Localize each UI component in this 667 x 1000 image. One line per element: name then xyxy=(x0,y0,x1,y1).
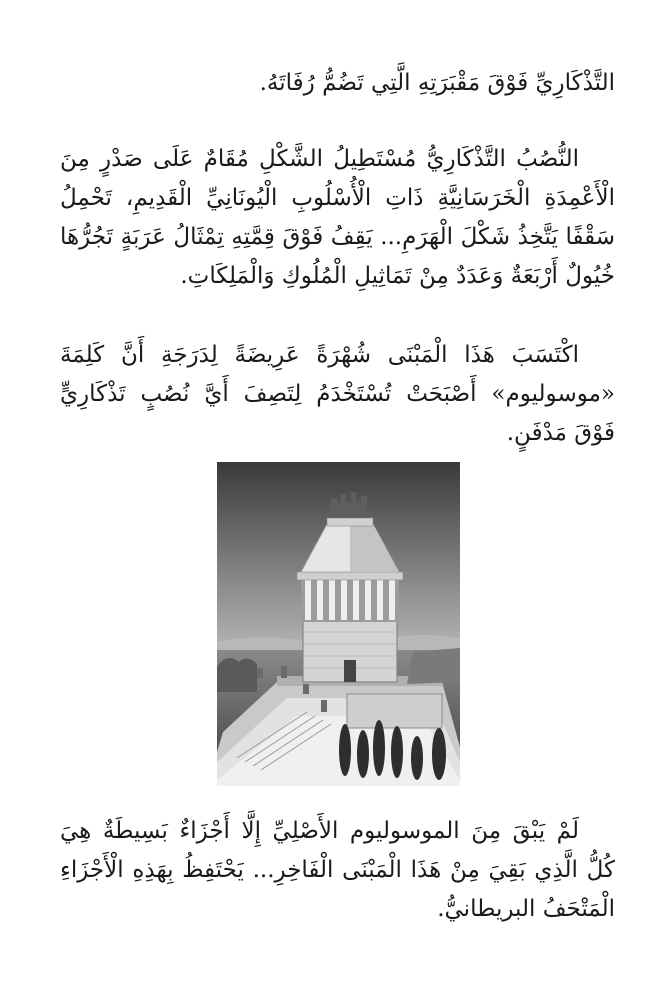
paragraph-fame: اكْتَسَبَ هَذَا الْمَبْنَى شُهْرَةً عَرِيضَةً لِدَرَجَةِ أَنَّ كَلِمَةَ «موسوليوم» أَصْبَحَتْ تُسْتَخْدَمُ لِتَصِفَ أَيَّ نُصُبٍ تَذْكَارِيٍّ فَوْقَ مَدْفَنٍ. xyxy=(60,342,615,446)
paragraph-description: النُّصُبُ التَّذْكَارِيُّ مُسْتَطِيلُ الشَّكْلِ مُقَامٌ عَلَى صَدْرٍ مِنَ الْأَعْمِدَةِ الْخَرَسَانِيَّةِ ذَاتِ الْأُسْلُوبِ الْيُونَانِيِّ الْقَدِيمِ، تَحْمِلُ سَقْفًا يَتَّخِذُ شَكْلَ الْهَرَمِ... يَقِفُ فَوْقَ قِمَّتِهِ تِمْثَالُ عَرَبَةٍ تَجُرُّهَا خُيُولٌ أَرْبَعَةٌ وَعَدَدٌ مِنْ تَمَاثِيلِ الْمُلُوكِ وَالْمَلِكَاتِ. xyxy=(60,146,615,289)
paragraph-remains: لَمْ يَبْقَ مِنَ الموسوليوم الأَصْلِيِّ إِلَّا أَجْزَاءٌ بَسِيطَةٌ هِيَ كُلُّ الَّذِي بَقِيَ مِنْ هَذَا الْمَبْنَى الْفَاخِرِ... يَحْتَفِظُ بِهَذِهِ الْأَجْزَاءِ الْمَتْحَفُ البريطانيُّ. xyxy=(60,818,615,922)
mausoleum-illustration xyxy=(217,462,460,786)
paragraph-continuation: التَّذْكَارِيِّ فَوْقَ مَقْبَرَتِهِ الَّتِي تَضُمُّ رُفَاتَهُ. xyxy=(259,70,615,96)
